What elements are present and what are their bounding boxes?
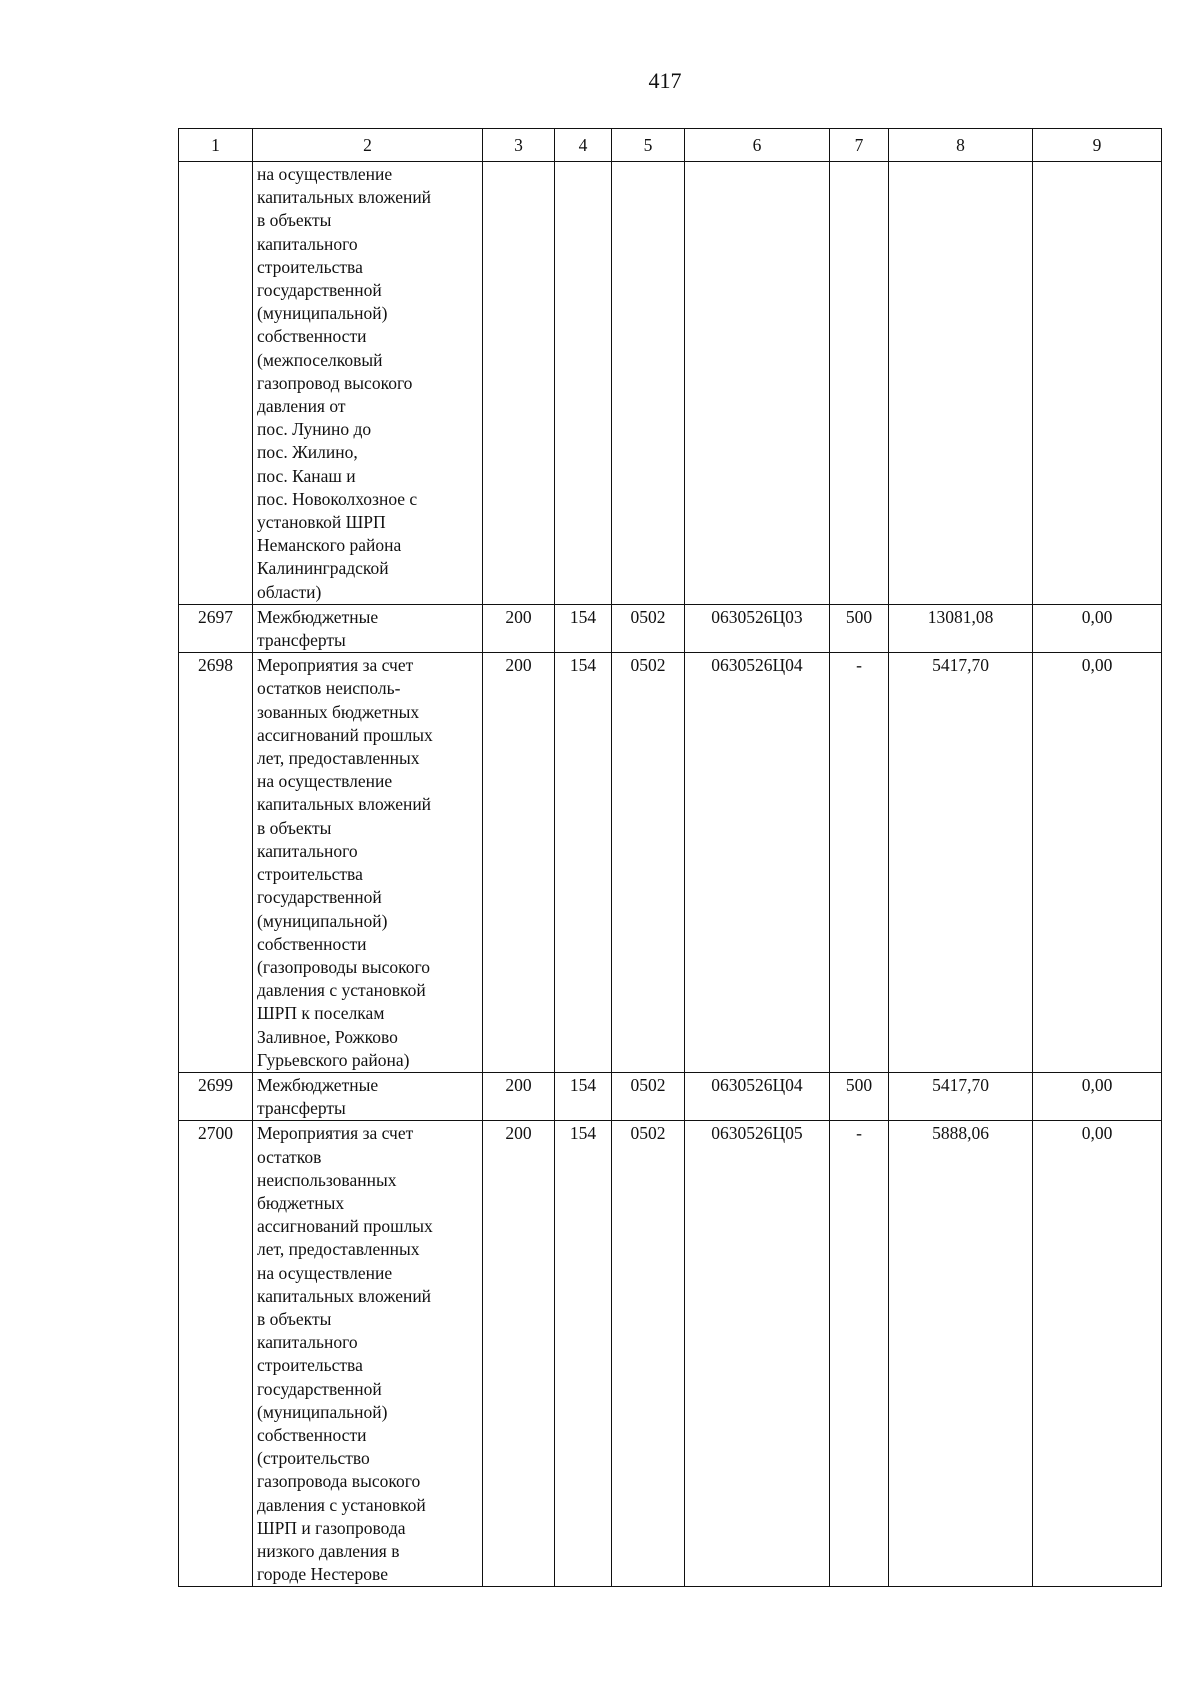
table-row bbox=[179, 1072, 1162, 1120]
row-col6 bbox=[685, 162, 830, 605]
table-row bbox=[179, 604, 1162, 652]
row-col9 bbox=[1033, 162, 1162, 605]
row-name: Межбюджетные трансферты bbox=[253, 1072, 483, 1120]
col-header-4: 4 bbox=[555, 129, 612, 162]
row-col7: - bbox=[830, 1121, 889, 1587]
row-col8 bbox=[889, 162, 1033, 605]
col-header-2: 2 bbox=[253, 129, 483, 162]
row-number: 2698 bbox=[179, 653, 253, 1073]
row-col9: 0,00 bbox=[1033, 1072, 1162, 1120]
col-header-7: 7 bbox=[830, 129, 889, 162]
row-col4: 154 bbox=[555, 1072, 612, 1120]
table-header bbox=[179, 129, 1162, 162]
row-number bbox=[179, 162, 253, 605]
row-col3: 200 bbox=[483, 1121, 555, 1587]
row-col7: 500 bbox=[830, 604, 889, 652]
row-number: 2700 bbox=[179, 1121, 253, 1587]
col-header-8: 8 bbox=[889, 129, 1033, 162]
col-header-9: 9 bbox=[1033, 129, 1162, 162]
budget-table bbox=[178, 128, 1162, 1587]
row-number: 2699 bbox=[179, 1072, 253, 1120]
table-row bbox=[179, 653, 1162, 1073]
row-number: 2697 bbox=[179, 604, 253, 652]
row-col4: 154 bbox=[555, 604, 612, 652]
col-header-1: 1 bbox=[179, 129, 253, 162]
row-name: Межбюджетные трансферты bbox=[253, 604, 483, 652]
row-col8: 13081,08 bbox=[889, 604, 1033, 652]
page-number: 417 bbox=[648, 68, 682, 93]
row-col7: 500 bbox=[830, 1072, 889, 1120]
row-col6: 0630526Ц04 bbox=[685, 1072, 830, 1120]
row-col7 bbox=[830, 162, 889, 605]
row-col3: 200 bbox=[483, 604, 555, 652]
row-col9: 0,00 bbox=[1033, 604, 1162, 652]
row-col8: 5417,70 bbox=[889, 1072, 1033, 1120]
row-col6: 0630526Ц03 bbox=[685, 604, 830, 652]
row-name: на осуществление капитальных вложений в объекты капитального строительства государственной (муниципальной) собственности (межпоселковый газопровод высокого давления от пос. Лунино до пос. Жилино, пос. Канаш и пос. Новоколхозное с установкой ШРП Неманского района Калининградской области) bbox=[253, 162, 483, 605]
row-col9: 0,00 bbox=[1033, 1121, 1162, 1587]
row-name: Мероприятия за счет остатков неиспользованных бюджетных ассигнований прошлых лет, предоставленных на осуществление капитальных вложений в объекты капитального строительства государственной (муниципальной) собственности (строительство газопровода высокого давления с установкой ШРП и газопровода низкого давления в городе Нестерове bbox=[253, 1121, 483, 1587]
table-row bbox=[179, 162, 1162, 605]
row-col5: 0502 bbox=[612, 1072, 685, 1120]
row-col6: 0630526Ц05 bbox=[685, 1121, 830, 1587]
col-header-5: 5 bbox=[612, 129, 685, 162]
row-col4: 154 bbox=[555, 1121, 612, 1587]
col-header-3: 3 bbox=[483, 129, 555, 162]
row-col3: 200 bbox=[483, 653, 555, 1073]
row-name: Мероприятия за счет остатков неисполь- зованных бюджетных ассигнований прошлых лет, предоставленных на осуществление капитальных вложений в объекты капитального строительства государственной (муниципальной) собственности (газопроводы высокого давления с установкой ШРП к поселкам Заливное, Рожково Гурьевского района) bbox=[253, 653, 483, 1073]
table-body bbox=[179, 162, 1162, 1587]
header-row bbox=[179, 129, 1162, 162]
row-col3: 200 bbox=[483, 1072, 555, 1120]
row-col5 bbox=[612, 162, 685, 605]
row-col9: 0,00 bbox=[1033, 653, 1162, 1073]
row-col6: 0630526Ц04 bbox=[685, 653, 830, 1073]
row-col4 bbox=[555, 162, 612, 605]
row-col5: 0502 bbox=[612, 604, 685, 652]
row-col8: 5888,06 bbox=[889, 1121, 1033, 1587]
col-header-6: 6 bbox=[685, 129, 830, 162]
row-col4: 154 bbox=[555, 653, 612, 1073]
row-col7: - bbox=[830, 653, 889, 1073]
row-col8: 5417,70 bbox=[889, 653, 1033, 1073]
row-col3 bbox=[483, 162, 555, 605]
table-row bbox=[179, 1121, 1162, 1587]
row-col5: 0502 bbox=[612, 653, 685, 1073]
row-col5: 0502 bbox=[612, 1121, 685, 1587]
